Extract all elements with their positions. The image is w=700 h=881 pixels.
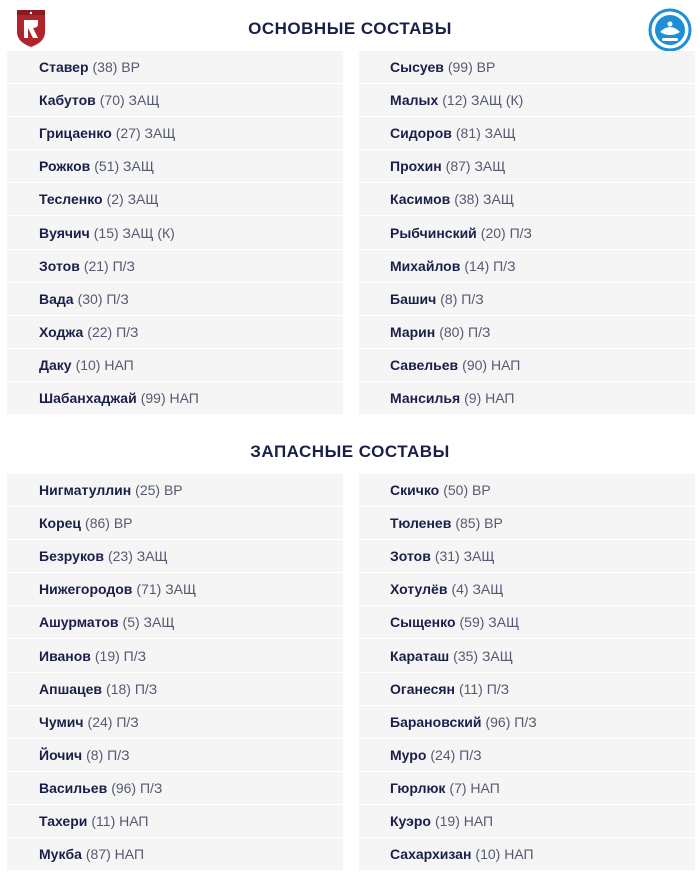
player-name: Вуячич	[39, 224, 90, 241]
player-number-position: (14) П/З	[464, 257, 516, 274]
player-number-position: (15) ЗАЩ (К)	[93, 224, 175, 241]
player-name: Куэро	[390, 812, 431, 829]
player-row	[7, 805, 343, 838]
player-name: Тюленев	[390, 515, 452, 532]
player-row	[359, 606, 695, 639]
player-number-position: (38) ВР	[92, 59, 140, 76]
player-row	[7, 316, 343, 349]
player-number-position: (90) НАП	[462, 356, 521, 373]
player-row	[359, 316, 695, 349]
substitutes-title: ЗАПАСНЫЕ СОСТАВЫ	[250, 442, 450, 461]
player-row	[359, 183, 695, 216]
player-name: Нижегородов	[39, 581, 133, 598]
player-number-position: (10) НАП	[75, 356, 134, 373]
player-row	[7, 349, 343, 382]
player-name: Караташ	[390, 647, 450, 664]
player-name: Иванов	[39, 647, 91, 664]
player-name: Михайлов	[390, 257, 461, 274]
player-row	[359, 117, 695, 150]
player-name: Скичко	[390, 482, 440, 499]
orenburg-logo-icon	[648, 8, 692, 52]
player-number-position: (87) НАП	[85, 846, 145, 863]
player-name: Кабутов	[39, 92, 96, 109]
player-row	[7, 84, 343, 117]
player-name: Йочич	[39, 746, 83, 763]
player-number-position: (99) ВР	[447, 59, 496, 76]
player-name: Рожков	[39, 158, 91, 175]
player-name: Ставер	[39, 59, 89, 76]
player-row	[359, 51, 695, 84]
player-number-position: (27) ЗАЩ	[115, 125, 176, 142]
player-row	[359, 805, 695, 838]
player-name: Мукба	[39, 846, 82, 863]
player-name: Рыбчинский	[390, 224, 477, 241]
player-name: Нигматуллин	[39, 482, 132, 499]
player-name: Гюрлюк	[390, 779, 446, 796]
player-row	[359, 838, 695, 871]
player-name: Муро	[390, 746, 427, 763]
player-name: Тахери	[39, 812, 88, 829]
player-name: Савельев	[390, 356, 459, 373]
player-number-position: (11) НАП	[91, 812, 149, 829]
player-number-position: (8) П/З	[440, 290, 484, 307]
player-number-position: (24) П/З	[430, 746, 482, 763]
player-name: Грицаенко	[39, 125, 112, 142]
player-row	[7, 606, 343, 639]
player-row	[359, 540, 695, 573]
player-row	[7, 639, 343, 672]
player-name: Чумич	[39, 713, 84, 730]
player-number-position: (38) ЗАЩ	[454, 191, 514, 208]
player-row	[359, 474, 695, 507]
player-name: Хотулёв	[390, 581, 448, 598]
player-name: Сидоров	[390, 125, 452, 142]
player-name: Зотов	[39, 257, 80, 274]
player-row	[359, 382, 695, 415]
player-row	[359, 573, 695, 606]
player-number-position: (71) ЗАЩ	[136, 581, 197, 598]
player-name: Ходжа	[39, 323, 84, 340]
player-number-position: (10) НАП	[475, 846, 534, 863]
player-number-position: (2) ЗАЩ	[106, 191, 159, 208]
player-row	[7, 673, 343, 706]
player-number-position: (20) П/З	[480, 224, 532, 241]
player-number-position: (51) ЗАЩ	[94, 158, 154, 175]
player-row	[359, 673, 695, 706]
player-number-position: (9) НАП	[464, 389, 515, 406]
player-number-position: (25) ВР	[135, 482, 183, 499]
player-number-position: (18) П/З	[106, 680, 158, 697]
player-row	[7, 51, 343, 84]
player-name: Зотов	[390, 548, 431, 565]
player-name: Васильев	[39, 779, 108, 796]
player-number-position: (70) ЗАЩ	[99, 92, 160, 109]
player-name: Вада	[39, 290, 74, 307]
player-number-position: (96) П/З	[485, 713, 537, 730]
home-substitutes	[7, 474, 343, 871]
player-row	[359, 507, 695, 540]
player-number-position: (86) ВР	[85, 515, 133, 532]
player-number-position: (22) П/З	[87, 323, 139, 340]
player-name: Безруков	[39, 548, 104, 565]
player-name: Ашурматов	[39, 614, 119, 631]
player-number-position: (35) ЗАЩ	[453, 647, 513, 664]
player-row	[7, 573, 343, 606]
player-row	[7, 739, 343, 772]
player-row	[7, 474, 343, 507]
player-name: Башич	[390, 290, 437, 307]
player-row	[359, 283, 695, 316]
player-number-position: (81) ЗАЩ	[455, 125, 516, 142]
player-name: Малых	[390, 92, 439, 109]
player-number-position: (31) ЗАЩ	[434, 548, 495, 565]
player-row	[359, 150, 695, 183]
player-number-position: (87) ЗАЩ	[445, 158, 506, 175]
player-number-position: (5) ЗАЩ	[122, 614, 175, 631]
player-number-position: (80) П/З	[439, 323, 491, 340]
player-number-position: (4) ЗАЩ	[451, 581, 504, 598]
player-row	[7, 772, 343, 805]
player-number-position: (23) ЗАЩ	[107, 548, 168, 565]
player-row	[7, 183, 343, 216]
player-name: Барановский	[390, 713, 482, 730]
player-row	[359, 250, 695, 283]
player-number-position: (30) П/З	[77, 290, 129, 307]
player-name: Марин	[390, 323, 436, 340]
player-row	[7, 838, 343, 871]
away-starting-lineup	[359, 51, 695, 415]
player-name: Корец	[39, 515, 82, 532]
player-row	[7, 507, 343, 540]
player-row	[7, 250, 343, 283]
player-name: Оганесян	[390, 680, 455, 697]
player-name: Мансилья	[390, 389, 461, 406]
player-name: Сысуев	[390, 59, 444, 76]
player-name: Касимов	[390, 191, 451, 208]
player-number-position: (12) ЗАЩ (К)	[442, 92, 524, 109]
player-row	[359, 349, 695, 382]
player-row	[359, 739, 695, 772]
player-name: Тесленко	[39, 191, 103, 208]
player-row	[7, 540, 343, 573]
player-row	[359, 639, 695, 672]
player-row	[7, 150, 343, 183]
player-name: Прохин	[390, 158, 442, 175]
player-row	[7, 382, 343, 415]
player-row	[7, 283, 343, 316]
player-row	[359, 772, 695, 805]
player-number-position: (19) НАП	[434, 812, 494, 829]
player-number-position: (7) НАП	[449, 779, 500, 796]
player-number-position: (85) ВР	[455, 515, 503, 532]
player-number-position: (59) ЗАЩ	[459, 614, 520, 631]
home-starting-lineup	[7, 51, 343, 415]
player-number-position: (99) НАП	[140, 389, 199, 406]
player-row	[359, 216, 695, 249]
player-number-position: (50) ВР	[443, 482, 491, 499]
player-number-position: (21) П/З	[83, 257, 136, 274]
player-row	[7, 216, 343, 249]
player-number-position: (24) П/З	[87, 713, 139, 730]
player-number-position: (96) П/З	[111, 779, 163, 796]
player-name: Апшацев	[39, 680, 103, 697]
player-name: Сыщенко	[390, 614, 456, 631]
player-row	[359, 84, 695, 117]
player-row	[7, 117, 343, 150]
player-name: Шабанхаджай	[39, 389, 137, 406]
player-row	[7, 706, 343, 739]
player-name: Даку	[39, 356, 72, 373]
away-substitutes	[359, 474, 695, 871]
player-row	[359, 706, 695, 739]
player-name: Сахархизан	[390, 846, 472, 863]
player-number-position: (19) П/З	[94, 647, 147, 664]
player-number-position: (8) П/З	[86, 746, 130, 763]
main-lineups-title: ОСНОВНЫЕ СОСТАВЫ	[248, 19, 452, 38]
player-number-position: (11) П/З	[458, 680, 510, 697]
